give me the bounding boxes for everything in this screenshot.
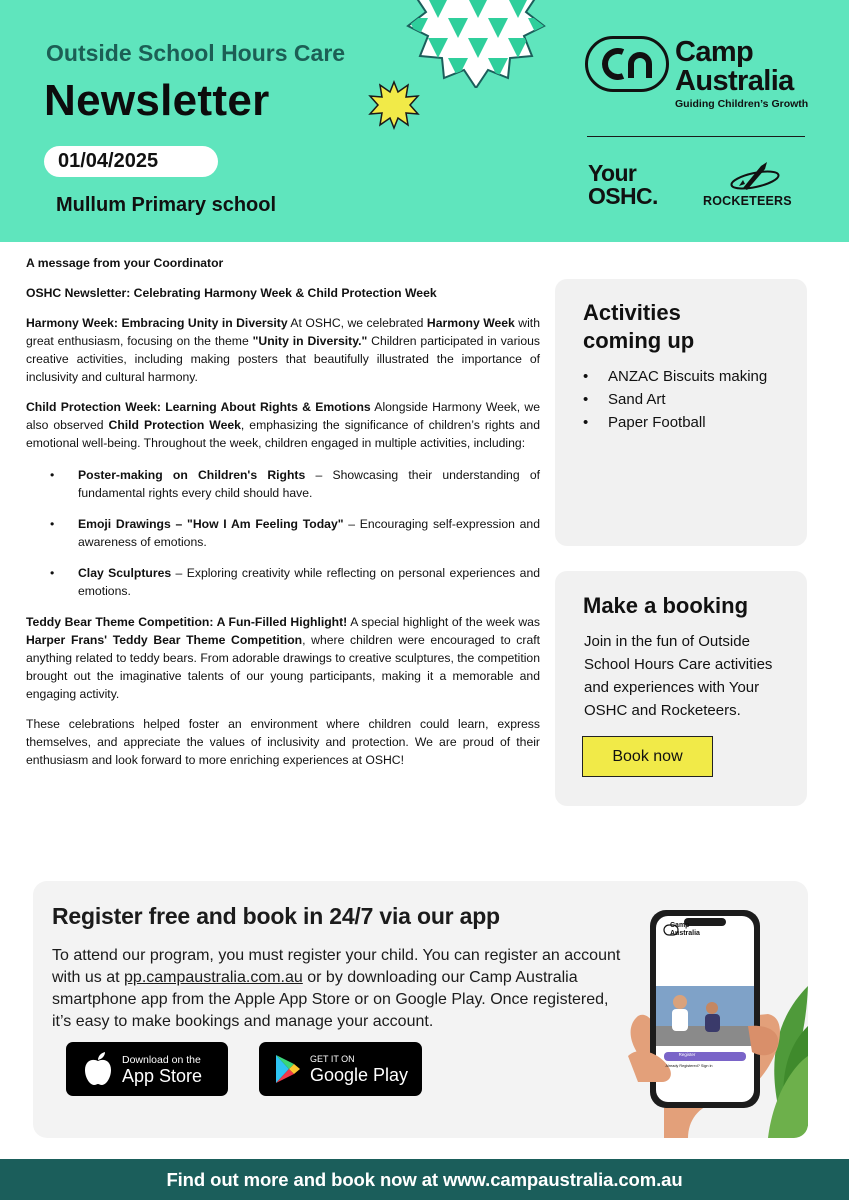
header-subtitle: Outside School Hours Care: [46, 40, 346, 66]
child-protection-paragraph: Child Protection Week: Learning About Rights & Emotions Alongside Harmony Week, we also observed Child Protection Week, emphasizing the significance of children’s rights and emotional well-being. Throughout the week, children engaged in multiple activities, including:: [26, 400, 540, 450]
harmony-week-heading: Harmony Week: Embracing Unity in Diversity: [26, 316, 288, 330]
teddy-bear-heading: Teddy Bear Theme Competition: A Fun-Filled Highlight!: [26, 615, 348, 629]
app-store-label: App Store: [122, 1066, 203, 1086]
bullet-icon: •: [583, 414, 589, 431]
booking-card: [555, 571, 807, 806]
apple-icon: [82, 1051, 114, 1087]
app-store-button[interactable]: [66, 1042, 228, 1096]
list-item: • ANZAC Biscuits making: [583, 365, 767, 388]
list-item: • Clay Sculptures – Exploring creativity while reflecting on personal experiences and emotions.: [50, 566, 540, 598]
article-headline: OSHC Newsletter: Celebrating Harmony Week & Child Protection Week: [26, 286, 437, 300]
google-play-icon: [274, 1054, 300, 1084]
coordinator-heading: A message from your Coordinator: [26, 256, 224, 270]
sunburst-icon: [368, 80, 420, 130]
app-banner-title: Register free and book in 24/7 via our app: [52, 903, 500, 929]
your-oshc-line2: OSHC.: [588, 183, 658, 209]
register-link[interactable]: pp.campaustralia.com.au: [124, 969, 303, 986]
bullet-icon: •: [50, 468, 55, 482]
app-store-small-label: Download on the: [122, 1054, 201, 1066]
newsletter-date: 01/04/2025: [44, 146, 218, 177]
rocket-icon: [725, 160, 785, 194]
camp-australia-logo: [585, 36, 810, 116]
phone-signin-label: Already Registered? Sign in: [665, 1064, 713, 1068]
activities-list: [583, 365, 767, 434]
google-play-label: Google Play: [310, 1065, 409, 1085]
triangle-starburst-icon: [398, 0, 554, 88]
brand-name-line2: Australia: [675, 65, 794, 97]
header-title: Newsletter: [44, 76, 270, 125]
phone-brand-label: Camp Australia: [670, 922, 700, 937]
list-item: • Emoji Drawings – "How I Am Feeling Today" – Encouraging self-expression and awareness of emotions.: [50, 517, 540, 549]
list-item: • Poster-making on Children's Rights – Showcasing their understanding of fundamental rights every child should have.: [50, 468, 540, 500]
rocketeers-logo: [703, 160, 807, 210]
google-play-button[interactable]: [259, 1042, 422, 1096]
brand-name-line1: Camp: [675, 36, 754, 68]
harmony-week-paragraph: Harmony Week: Embracing Unity in Diversity At OSHC, we celebrated Harmony Week with great enthusiasm, focusing on the theme "Unity in Diversity." Children participated in various creative activities, including making posters that beautifully illustrated the importance of inclusivity and cultural harmony.: [26, 316, 540, 384]
teddy-bear-paragraph: Teddy Bear Theme Competition: A Fun-Filled Highlight! A special highlight of the week was Harper Frans' Teddy Bear Theme Competition, where children were encouraged to craft anything related to teddy bears. From adorable drawings to creative sculptures, the competition brought out the imaginative talents of our young participants, making it a memorable and engaging activity.: [26, 615, 540, 701]
phone-illustration: [628, 906, 808, 1138]
newsletter-header: [0, 0, 849, 242]
header-divider: [587, 136, 805, 137]
phone-in-hand-icon: [628, 906, 808, 1138]
booking-text: Join in the fun of Outside School Hours Care activities and experiences with Your OSHC and Rocketeers.: [584, 633, 773, 719]
bullet-icon: •: [50, 566, 55, 580]
your-oshc-line1: Your: [588, 160, 637, 186]
phone-register-label: Register: [678, 1052, 696, 1057]
bullet-icon: •: [50, 517, 55, 531]
activities-title: Activities coming up: [583, 300, 695, 353]
bullet-icon: •: [583, 391, 589, 408]
child-protection-heading: Child Protection Week: Learning About Rights & Emotions: [26, 400, 371, 414]
list-item: • Sand Art: [583, 388, 767, 411]
footer-bar[interactable]: Find out more and book now at www.campaustralia.com.au: [0, 1159, 849, 1200]
rocketeers-wordmark: ROCKETEERS: [703, 194, 792, 208]
bullet-icon: •: [583, 368, 589, 385]
camp-australia-wordmark: [675, 38, 794, 96]
article-body: [26, 254, 540, 781]
school-name: Mullum Primary school: [56, 194, 277, 216]
closing-paragraph: These celebrations helped foster an environment where children could learn, express themselves, and appreciate the values of inclusivity and protection. We are proud of their enthusiasm and look forward to more enriching experiences at OSHC!: [26, 717, 540, 767]
activities-card: [555, 279, 807, 546]
activity-bullet-list: [26, 466, 540, 600]
booking-title: Make a booking: [583, 593, 749, 618]
your-oshc-logo: [588, 162, 658, 208]
camp-australia-mark-icon: [585, 36, 669, 92]
book-now-button[interactable]: Book now: [582, 736, 713, 777]
list-item: • Paper Football: [583, 411, 767, 434]
google-play-small-label: GET IT ON: [310, 1054, 355, 1064]
app-banner-text: To attend our program, you must register your child. You can register an account with us at pp.campaustralia.com.au or by downloading our Camp Australia smartphone app from the Apple App Store or on Google Play. Once registered, it’s easy to make bookings and manage your account.: [52, 947, 621, 1030]
brand-tagline: Guiding Children’s Growth: [675, 98, 809, 110]
app-banner: [33, 881, 808, 1138]
